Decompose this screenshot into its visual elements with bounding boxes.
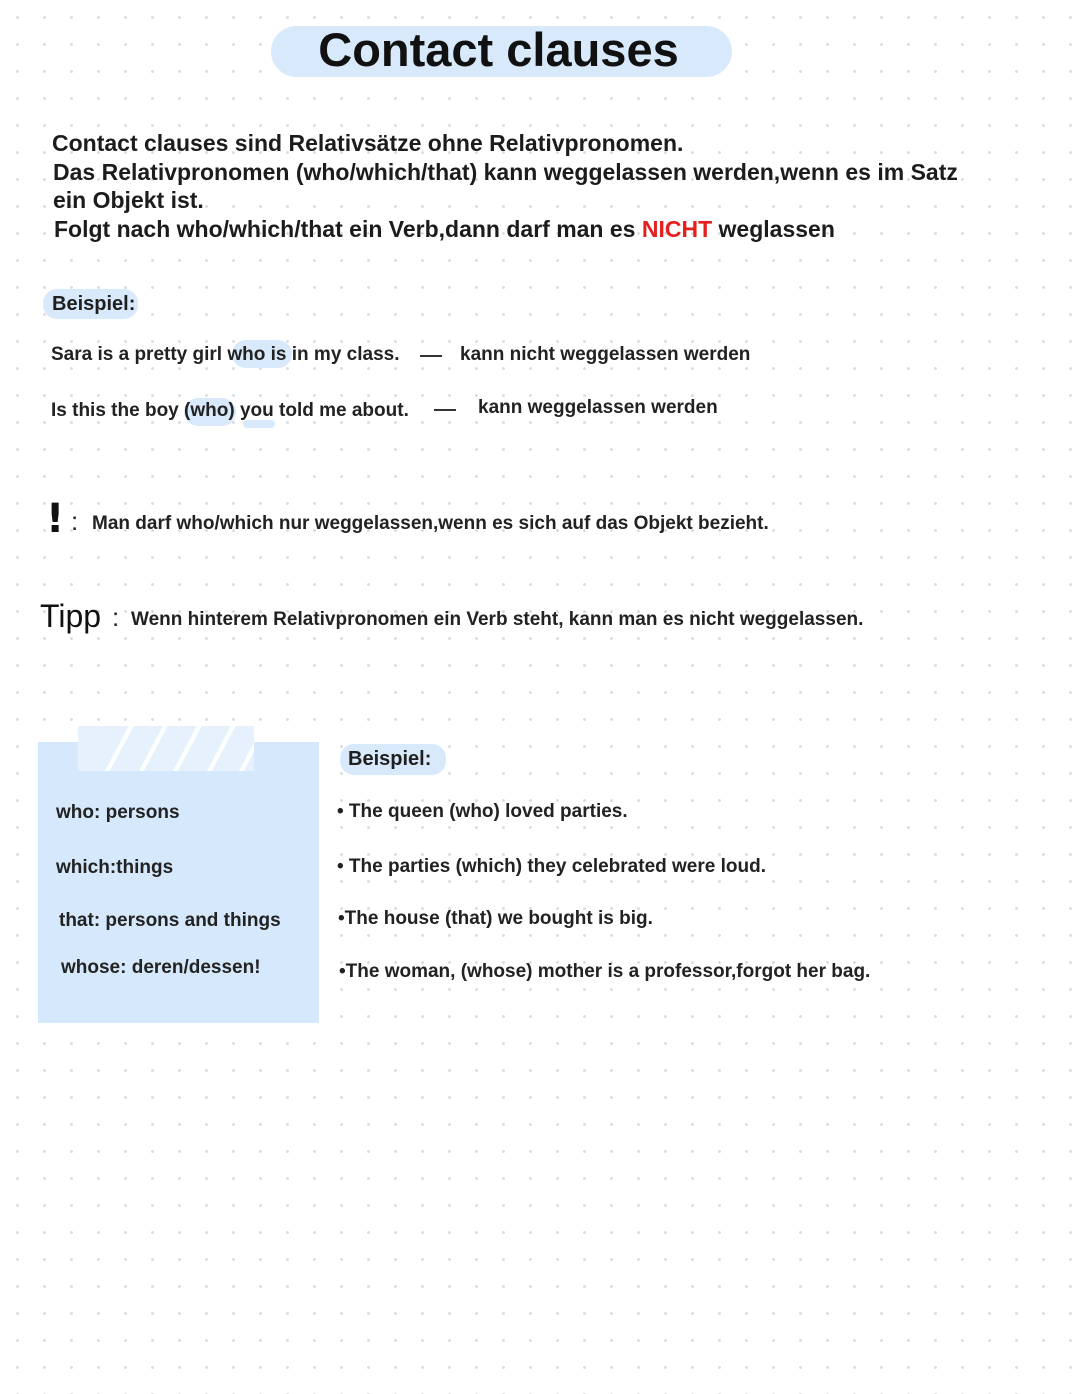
example-2-item-3: •The house (that) we bought is big.: [338, 908, 653, 929]
tipp-label: Tipp: [40, 598, 102, 634]
tipp-colon: :: [112, 602, 120, 632]
warning-colon: :: [71, 506, 79, 536]
who-word: who: [227, 344, 266, 365]
who-parens-word: (who): [184, 400, 235, 421]
example-2-item-2: • The parties (which) they celebrated were loud.: [337, 856, 766, 877]
intro-line-2: Das Relativpronomen (who/which/that) kann weggelassen werden,wenn es im Satz: [53, 159, 958, 185]
warning-text: Man darf who/which nur weggelassen,wenn es sich auf das Objekt bezieht.: [92, 513, 769, 534]
intro-line-4-after: weglassen: [712, 216, 835, 242]
reference-who: who: persons: [56, 802, 180, 823]
dash-2: [434, 409, 456, 411]
tape-stripe: [134, 726, 171, 771]
tape-stripe: [100, 726, 137, 771]
intro-line-4: [54, 216, 835, 243]
example-2-item-4: •The woman, (whose) mother is a professor,forgot her bag.: [339, 961, 871, 982]
tape-stripe: [234, 726, 254, 771]
example-sentence-2: Is this the boy (who) you told me about.: [51, 400, 409, 421]
tape-stripe: [202, 726, 239, 771]
dash-1: [420, 355, 442, 357]
beispiel-2-label: Beispiel:: [348, 748, 432, 770]
reference-that: that: persons and things: [59, 910, 281, 931]
tape-stripe: [168, 726, 205, 771]
intro-line-1: Contact clauses sind Relativsätze ohne Relativpronomen.: [52, 130, 684, 156]
example-sentence-1: Sara is a pretty girl who is in my class.: [51, 344, 400, 365]
reference-whose: whose: deren/dessen!: [61, 957, 261, 978]
example-note-2: kann weggelassen werden: [478, 397, 718, 418]
intro-line-4-before: Folgt nach who/which/that ein Verb,dann darf man es: [54, 216, 642, 242]
tipp-text: Wenn hinterem Relativpronomen ein Verb steht, kann man es nicht weggelassen.: [131, 609, 864, 630]
beispiel-1-label: Beispiel:: [52, 293, 136, 315]
reference-which: which:things: [56, 857, 174, 878]
tape-decoration: [78, 726, 254, 771]
example-2-item-1: • The queen (who) loved parties.: [337, 801, 628, 822]
nicht-highlight: NICHT: [641, 216, 713, 242]
example-note-1: kann nicht weggelassen werden: [460, 344, 751, 365]
page-title: Contact clauses: [318, 23, 679, 76]
exclamation-icon: !: [46, 496, 65, 542]
intro-line-3: ein Objekt ist.: [53, 187, 204, 213]
reference-box: [38, 742, 319, 1023]
